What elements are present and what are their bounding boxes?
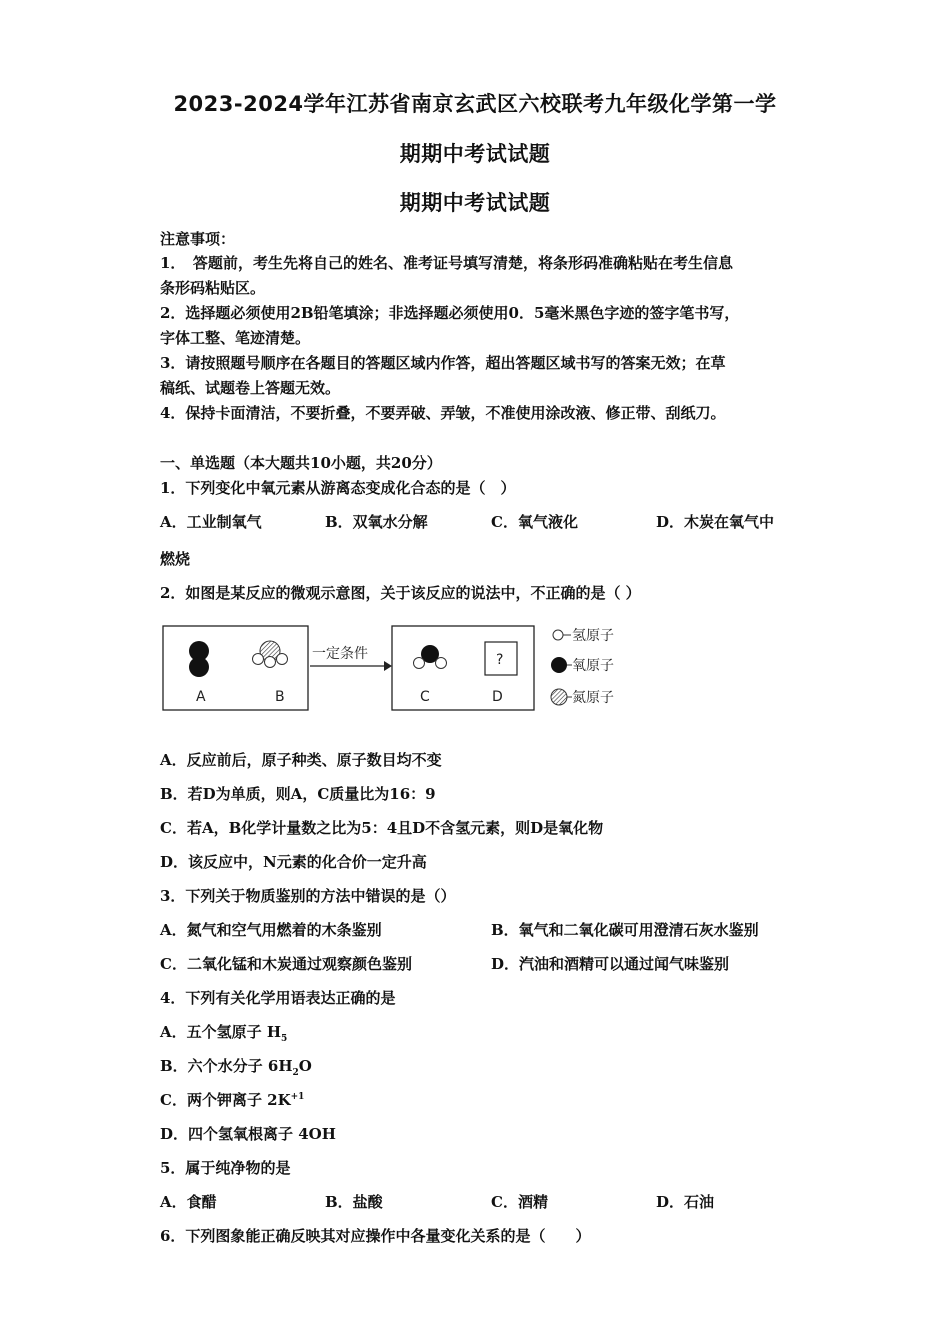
notice-item-4: 4．保持卡面清洁，不要折叠，不要弄破、弄皱，不准使用涂改液、修正带、刮纸刀。 — [160, 404, 726, 422]
legend-nitrogen-icon — [551, 689, 567, 705]
q3-option-d: D．汽油和酒精可以通过闻气味鉴别 — [491, 955, 730, 973]
legend-hydrogen: 氢原子 — [572, 628, 614, 644]
q4-option-b: B．六个水分子 $6H_2O$ — [160, 1057, 312, 1078]
label-c: C — [420, 689, 430, 705]
q5-stem: 5．属于纯净物的是 — [160, 1159, 291, 1177]
q4-stem: 4．下列有关化学用语表达正确的是 — [160, 989, 396, 1007]
section-heading: 一、单选题（本大题共10小题，共20分） — [160, 454, 442, 472]
q2-option-b: B．若D为单质，则A，C质量比为16：9 — [160, 785, 436, 803]
exam-title-line3: 期期中考试试题 — [399, 191, 551, 215]
q2-option-c: C．若A，B化学计量数之比为5：4且D不含氢元素，则D是氧化物 — [160, 819, 604, 837]
molecule-b-hydrogen-atom — [265, 657, 276, 668]
molecule-c-hydrogen-atom — [436, 658, 447, 669]
q3-option-c: C．二氧化锰和木炭通过观察颜色鉴别 — [160, 955, 412, 973]
reactants-box — [163, 626, 308, 710]
products-box — [392, 626, 534, 710]
reaction-diagram — [160, 620, 660, 715]
q5-option-c: C．酒精 — [491, 1193, 548, 1211]
q5-option-d: D．石油 — [656, 1193, 715, 1211]
molecule-b-hydrogen-atom — [253, 654, 264, 665]
q1-option-d: D．木炭在氧气中 — [656, 513, 775, 531]
q5-option-b: B．盐酸 — [325, 1193, 383, 1211]
notice-item-2-cont: 字体工整、笔迹清楚。 — [160, 329, 311, 347]
notice-item-2: 2．选择题必须使用2B铅笔填涂；非选择题必须使用0．5毫米黑色字迹的签字笔书写， — [160, 304, 740, 322]
legend-oxygen: 氧原子 — [572, 658, 614, 674]
notice-item-3-cont: 稿纸、试题卷上答题无效。 — [160, 379, 341, 397]
label-d: D — [492, 689, 503, 705]
q4-option-a: A．五个氢原子 $H_5$ — [160, 1023, 288, 1044]
q3-option-a: A．氮气和空气用燃着的木条鉴别 — [160, 921, 382, 939]
molecule-c-hydrogen-atom — [414, 658, 425, 669]
notice-heading: 注意事项： — [160, 230, 236, 248]
q4-option-d: D．四个氢氧根离子 4OH — [160, 1125, 336, 1143]
q1-option-a: A．工业制氧气 — [160, 513, 262, 531]
q1-option-b: B．双氧水分解 — [325, 513, 428, 531]
q2-option-a: A．反应前后，原子种类、原子数目均不变 — [160, 751, 442, 769]
q2-stem: 2．如图是某反应的微观示意图，关于该反应的说法中，不正确的是（ ） — [160, 584, 641, 602]
exam-title-line1: 2023-2024学年江苏省南京玄武区六校联考九年级化学第一学 — [173, 92, 777, 116]
arrow-condition: 一定条件 — [312, 646, 368, 662]
q2-option-d: D．该反应中，N元素的化合价一定升高 — [160, 853, 427, 871]
notice-item-1-cont: 条形码粘贴区。 — [160, 279, 266, 297]
label-a: A — [196, 689, 206, 705]
q3-option-b: B．氧气和二氧化碳可用澄清石灰水鉴别 — [491, 921, 759, 939]
unknown-mark: ? — [496, 652, 504, 668]
notice-item-3: 3．请按照题号顺序在各题目的答题区域内作答，超出答题区域书写的答案无效；在草 — [160, 354, 726, 372]
q5-option-a: A．食醋 — [160, 1193, 217, 1211]
q1-option-d-cont: 燃烧 — [160, 550, 191, 568]
legend-hydrogen-icon — [553, 630, 563, 640]
q4-option-c: C．两个钾离子 $2K^{+1}$ — [160, 1091, 305, 1109]
molecule-b-hydrogen-atom — [277, 654, 288, 665]
reaction-arrow-head — [384, 661, 392, 671]
legend-oxygen-icon — [551, 657, 567, 673]
label-b: B — [275, 689, 285, 705]
q3-stem: 3．下列关于物质鉴别的方法中错误的是（） — [160, 887, 456, 905]
q1-option-c: C．氧气液化 — [491, 513, 578, 531]
q6-stem: 6．下列图象能正确反映其对应操作中各量变化关系的是（ ） — [160, 1227, 591, 1245]
molecule-a-atom — [189, 657, 209, 677]
q1-stem: 1．下列变化中氧元素从游离态变成化合态的是（ ） — [160, 479, 516, 497]
exam-title-line2: 期期中考试试题 — [399, 142, 551, 166]
legend-nitrogen: 氮原子 — [572, 690, 614, 706]
notice-item-1: 1． 答题前，考生先将自己的姓名、准考证号填写清楚，将条形码准确粘贴在考生信息 — [160, 254, 733, 272]
